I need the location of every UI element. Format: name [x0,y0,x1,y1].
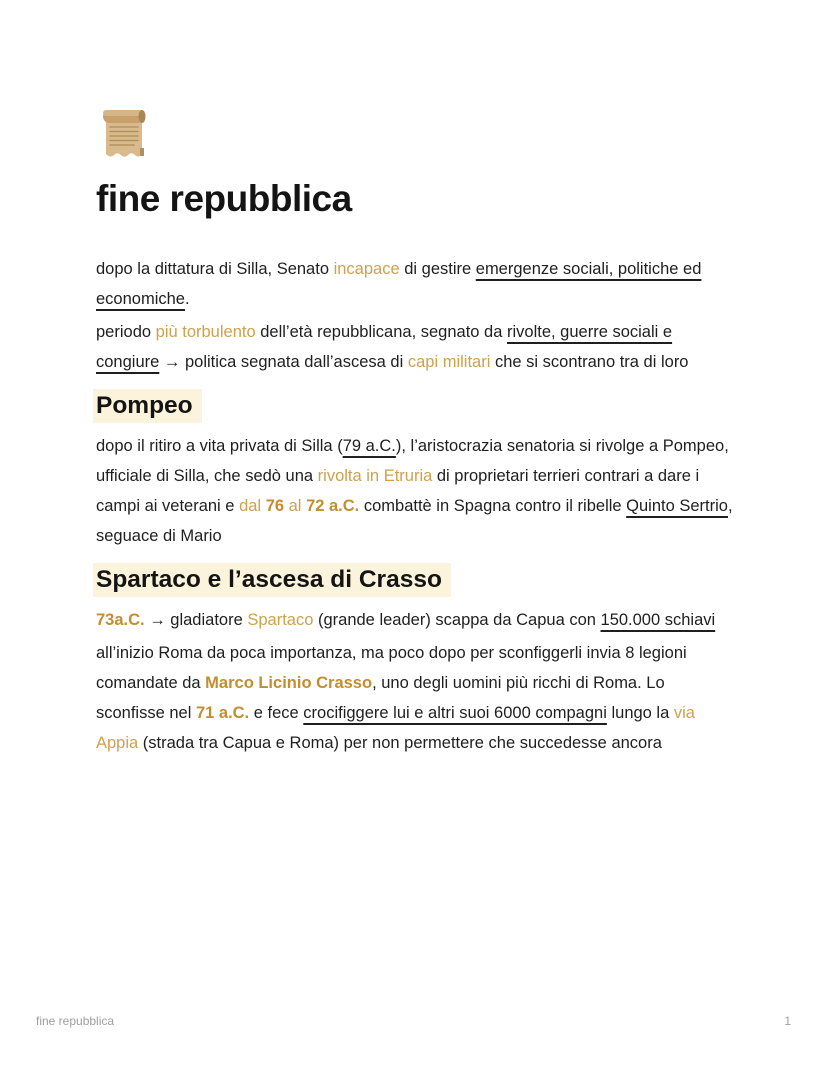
text-run: → politica segnata dall’ascesa di [159,353,408,371]
accent-text: rivolta in Etruria [317,467,433,485]
accent-text: incapace [333,260,400,278]
accent-text: 76 [265,497,285,515]
section-heading-pompeo [96,390,736,421]
text-run: . [184,290,190,308]
intro-paragraph-1 [96,254,736,314]
text-run: (strada tra Capua e Roma) per non permettere che succedesse ancora [138,734,662,752]
text-run: , seguace di Mario [96,497,733,545]
text-run: ), l’aristocrazia senatoria si rivolge a Pompeo, ufficiale di Silla, che sedò una [96,437,729,485]
section-heading-spartaco [96,564,736,595]
scroll-icon [96,104,152,162]
accent-text: via Appia [96,704,695,752]
text-run: dopo la dittatura di Silla, Senato [96,260,334,278]
text-run: periodo [96,323,156,341]
footer-page-number: 1 [784,1014,791,1028]
accent-text: dal [239,497,266,515]
text-run: di gestire [399,260,476,278]
accent-text: Marco Licinio Crasso [205,674,373,692]
document-body [96,254,736,758]
spartaco-paragraph-1 [96,605,736,635]
text-run: → gladiatore [144,611,248,629]
underlined-text: 79 a.C. [342,437,396,455]
accent-text: 71 a.C. [195,704,250,722]
spartaco-paragraph-2 [96,638,736,758]
underlined-text: crocifiggere lui e altri suoi 6000 compagni [303,704,607,722]
accent-text: 73a.C. [96,611,145,629]
heading-highlight: Spartaco e l’ascesa di Crasso [93,563,451,597]
text-run: lungo la [606,704,674,722]
accent-text: Spartaco [247,611,314,629]
text-run: che si scontrano tra di loro [490,353,689,371]
accent-text: al [284,497,307,515]
underlined-text: Quinto Sertrio [626,497,728,515]
accent-text: capi militari [407,353,491,371]
underlined-text: rivolte, guerre sociali e congiure [96,323,673,371]
text-run: di proprietari terrieri contrari a dare i campi ai veterani e [96,467,700,515]
text-run: dell’età repubblicana, segnato da [255,323,507,341]
text-run: all’inizio Roma da poca importanza, ma poco dopo per sconfiggerli invia 8 legioni comandate da [96,644,687,692]
page-title: fine repubblica [96,178,352,219]
text-run: , uno degli uomini più ricchi di Roma. Lo sconfisse nel [96,674,665,722]
text-run: e fece [249,704,304,722]
text-run: (grande leader) scappa da Capua con [313,611,601,629]
heading-highlight: Pompeo [93,389,202,423]
page-footer [36,1014,791,1028]
underlined-text: emergenze sociali, politiche ed economiche [96,260,702,308]
intro-paragraph-2 [96,317,736,377]
footer-document-title: fine repubblica [36,1014,115,1028]
accent-text: più torbulento [155,323,256,341]
text-run: combattè in Spagna contro il ribelle [359,497,627,515]
underlined-text: 150.000 schiavi [600,611,716,629]
pompeo-paragraph [96,431,736,551]
accent-text: 72 a.C. [306,497,360,515]
text-run: dopo il ritiro a vita privata di Silla ( [96,437,343,455]
